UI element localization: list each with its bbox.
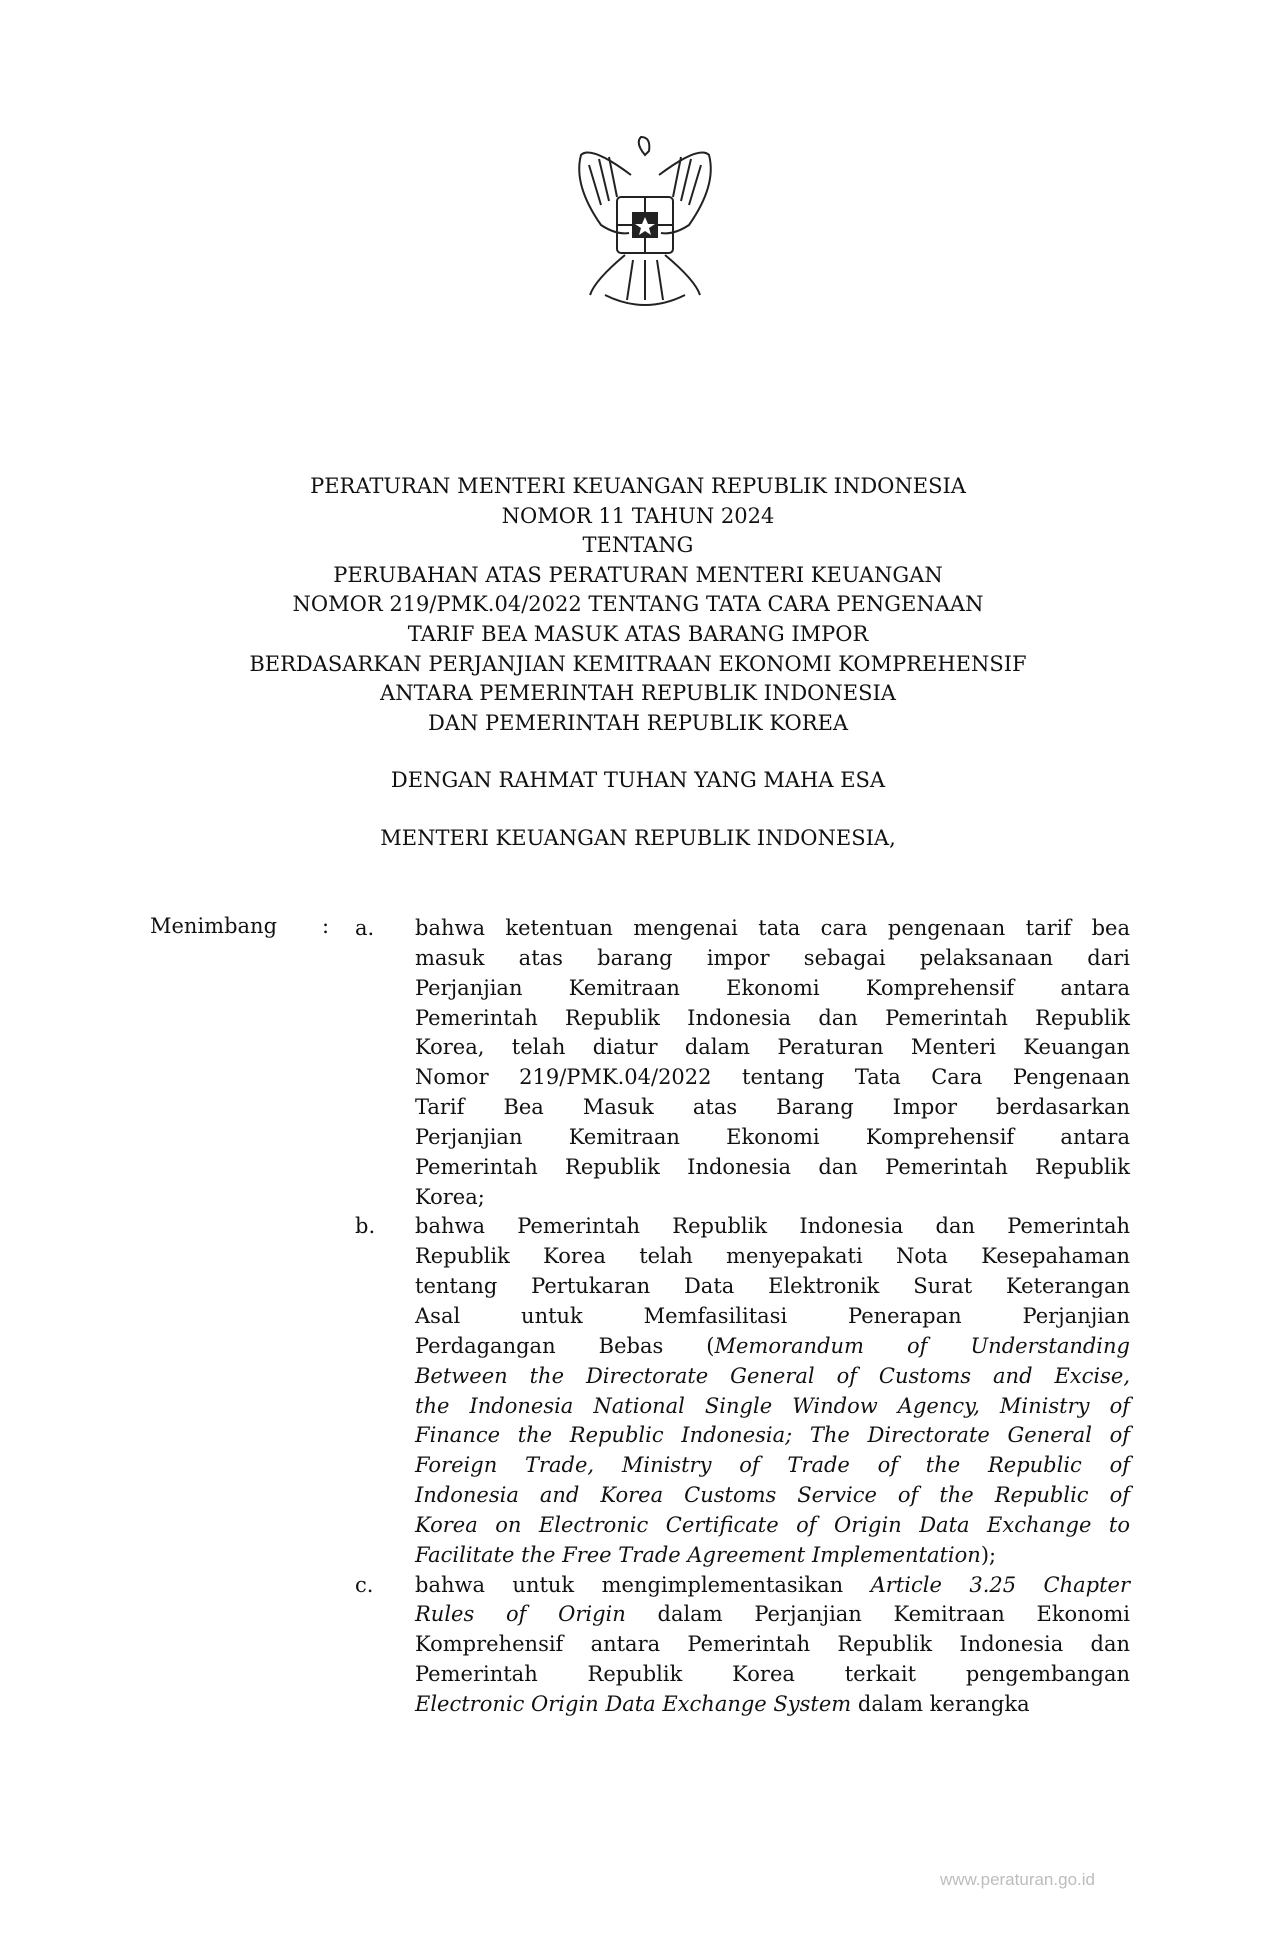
text-line <box>415 1183 1130 1213</box>
text-line <box>415 1600 1130 1630</box>
considering-body <box>355 914 1130 1720</box>
watermark: www.peraturan.go.id <box>940 1870 1095 1889</box>
item-letter: b. <box>355 1214 376 1239</box>
text-segment: dalam kerangka <box>851 1691 1030 1716</box>
title-line: DAN PEMERINTAH REPUBLIK KOREA <box>427 710 849 735</box>
invocation: DENGAN RAHMAT TUHAN YANG MAHA ESA <box>390 768 886 792</box>
text-segment: Tarif Bea Masuk atas Barang Impor berdasarkan <box>415 1095 1130 1120</box>
text-segment: Korea; <box>415 1184 485 1209</box>
text-segment: Pemerintah Republik Indonesia dan Pemerintah Republik <box>415 1154 1130 1179</box>
text-line <box>415 1302 1130 1332</box>
italic-text: Memorandum of Understanding <box>714 1333 1130 1358</box>
text-segment: Nomor 219/PMK.04/2022 tentang Tata Cara Pengenaan <box>415 1065 1130 1090</box>
text-segment: Perjanjian Kemitraan Ekonomi Komprehensif antara <box>415 975 1130 1000</box>
text-line <box>415 1063 1130 1093</box>
title-line: TENTANG <box>582 533 694 558</box>
text-segment: masuk atas barang impor sebagai pelaksanaan dari <box>415 945 1130 970</box>
considering-label: Menimbang <box>150 914 278 938</box>
italic-text: Between the Directorate General of Customs and Excise, <box>415 1363 1130 1388</box>
text-line <box>415 1481 1130 1511</box>
garuda-emblem-icon <box>565 135 725 315</box>
item-letter: c. <box>355 1572 374 1597</box>
text-line <box>415 1332 1130 1362</box>
text-line <box>415 1093 1130 1123</box>
text-line <box>415 1451 1130 1481</box>
text-segment: tentang Pertukaran Data Elektronik Surat Keterangan <box>415 1274 1130 1299</box>
text-line <box>415 1690 1130 1720</box>
text-segment: Pemerintah Republik Indonesia dan Pemerintah Republik <box>415 1005 1130 1030</box>
minister-heading: MENTERI KEUANGAN REPUBLIK INDONESIA, <box>380 826 896 850</box>
title-line: TARIF BEA MASUK ATAS BARANG IMPOR <box>407 621 869 646</box>
text-line <box>415 1242 1130 1272</box>
text-segment: Republik Korea telah menyepakati Nota Kesepahaman <box>415 1244 1130 1269</box>
text-line <box>415 1660 1130 1690</box>
italic-text: Electronic Origin Data Exchange System <box>415 1691 852 1716</box>
text-segment: bahwa Pemerintah Republik Indonesia dan Pemerintah <box>415 1214 1130 1239</box>
title-line: BERDASARKAN PERJANJIAN KEMITRAAN EKONOMI KOMPREHENSIF <box>249 651 1027 676</box>
italic-text: Facilitate the Free Trade Agreement Implementation <box>415 1542 981 1567</box>
text-line <box>415 1362 1130 1392</box>
text-segment: dalam Perjanjian Kemitraan Ekonomi <box>625 1602 1130 1627</box>
italic-text: Indonesia and Korea Customs Service of the Republic of <box>415 1483 1130 1508</box>
title-line: PERUBAHAN ATAS PERATURAN MENTERI KEUANGAN <box>333 562 943 587</box>
text-line <box>415 944 1130 974</box>
text-line <box>415 1153 1130 1183</box>
text-segment: Korea, telah diatur dalam Peraturan Menteri Keuangan <box>415 1035 1130 1060</box>
considering-colon: : <box>322 914 330 938</box>
regulation-title <box>0 472 1276 738</box>
text-segment: bahwa ketentuan mengenai tata cara pengenaan tarif bea <box>415 916 1130 940</box>
text-segment: Komprehensif antara Pemerintah Republik Indonesia dan <box>415 1632 1130 1657</box>
text-line <box>415 1212 1130 1242</box>
text-line <box>415 1541 1130 1571</box>
italic-text: the Indonesia National Single Window Agency, Ministry of <box>415 1393 1130 1418</box>
text-line <box>415 1511 1130 1541</box>
italic-text: Finance the Republic Indonesia; The Directorate General of <box>415 1423 1130 1448</box>
text-line <box>415 974 1130 1004</box>
text-segment: Pemerintah Republik Korea terkait pengembangan <box>415 1662 1130 1687</box>
text-line <box>415 1630 1130 1660</box>
title-line: NOMOR 219/PMK.04/2022 TENTANG TATA CARA PENGENAAN <box>292 592 984 617</box>
title-line: PERATURAN MENTERI KEUANGAN REPUBLIK INDONESIA <box>310 474 966 498</box>
text-line <box>415 1272 1130 1302</box>
text-segment: Asal untuk Memfasilitasi Penerapan Perjanjian <box>415 1303 1130 1328</box>
text-line <box>415 1571 1130 1601</box>
item-letter: a. <box>355 916 375 940</box>
text-segment: Perdagangan Bebas ( <box>415 1333 715 1358</box>
text-line <box>415 1392 1130 1422</box>
title-line: NOMOR 11 TAHUN 2024 <box>501 503 775 528</box>
italic-text: Korea on Electronic Certificate of Origin Data Exchange to <box>415 1512 1130 1537</box>
text-segment: Perjanjian Kemitraan Ekonomi Komprehensif antara <box>415 1124 1130 1149</box>
considering-item <box>355 1212 1130 1570</box>
italic-text: Article 3.25 Chapter <box>870 1572 1130 1597</box>
text-line <box>415 1123 1130 1153</box>
text-line <box>415 1004 1130 1034</box>
title-line: ANTARA PEMERINTAH REPUBLIK INDONESIA <box>380 681 896 706</box>
text-segment: bahwa untuk mengimplementasikan <box>415 1572 871 1597</box>
text-line <box>415 1033 1130 1063</box>
italic-text: Rules of Origin <box>415 1602 626 1627</box>
text-line <box>415 1421 1130 1451</box>
text-line <box>415 914 1130 944</box>
italic-text: Foreign Trade, Ministry of Trade of the Republic of <box>415 1453 1130 1478</box>
considering-item <box>355 914 1130 1212</box>
considering-item <box>355 1571 1130 1720</box>
text-segment: ); <box>980 1542 997 1567</box>
